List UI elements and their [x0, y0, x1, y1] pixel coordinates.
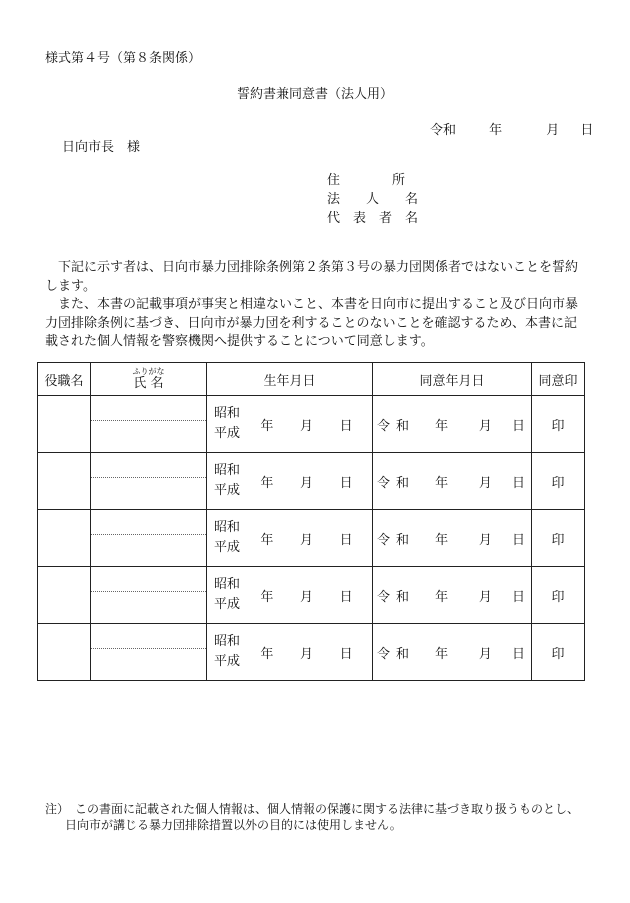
era-showa: 昭和 — [213, 463, 240, 478]
birth-month: 月 — [299, 589, 313, 605]
table-row — [38, 624, 585, 681]
seal-cell[interactable] — [532, 453, 585, 510]
seal-cell[interactable] — [532, 396, 585, 453]
seal-mark: 印 — [551, 589, 565, 605]
addressee: 日向市長 様 — [62, 140, 141, 155]
name-cell[interactable] — [91, 567, 207, 624]
field-address[interactable]: 住 所 — [327, 173, 406, 188]
header-position: 役職名 — [38, 363, 91, 396]
seal-mark: 印 — [551, 418, 565, 434]
birth-year: 年 — [260, 589, 274, 605]
ruby-divider — [91, 477, 206, 478]
position-cell[interactable] — [38, 510, 91, 567]
birth-month: 月 — [299, 532, 313, 548]
agree-year: 年 — [435, 418, 449, 434]
agree-era: 令和 — [377, 646, 416, 662]
era-showa: 昭和 — [213, 634, 240, 649]
birth-year: 年 — [260, 475, 274, 491]
birth-month: 月 — [299, 475, 313, 491]
ruby-divider — [91, 591, 206, 592]
name-cell[interactable] — [91, 396, 207, 453]
header-name-ruby: ふりがな — [132, 367, 165, 376]
era-heisei: 平成 — [213, 540, 240, 555]
seal-mark: 印 — [551, 532, 565, 548]
name-cell[interactable] — [91, 453, 207, 510]
era-showa: 昭和 — [213, 406, 240, 421]
footnote-line-2: 日向市が講じる暴力団排除措置以外の目的には使用しません。 — [65, 818, 402, 832]
agree-month: 月 — [478, 646, 492, 662]
agree-date-cell[interactable] — [373, 396, 532, 453]
field-representative-name[interactable]: 代 表 者 名 — [327, 211, 419, 226]
date-line — [430, 119, 593, 138]
birthdate-cell[interactable] — [207, 510, 373, 567]
birth-day: 日 — [339, 475, 353, 491]
era-heisei: 平成 — [213, 426, 240, 441]
ruby-divider — [91, 648, 206, 649]
birth-year: 年 — [260, 532, 274, 548]
era-heisei: 平成 — [213, 654, 240, 669]
agree-era: 令和 — [377, 418, 416, 434]
header-seal: 同意印 — [532, 363, 585, 396]
position-cell[interactable] — [38, 453, 91, 510]
applicant-fields — [327, 171, 419, 228]
header-name-label: 氏 名 — [133, 376, 164, 391]
agree-day: 日 — [511, 646, 525, 662]
name-cell[interactable] — [91, 624, 207, 681]
date-era: 令和 — [430, 123, 457, 138]
pledge-paragraph-2: また、本書の記載事項が事実と相違ないこと、本書を日向市に提出すること及び日向市暴力団排除条例に基づき、日向市が暴力団を利することのないことを確認するため、本書に記載された個人情報を警察機関へ提供することについて同意します。 — [45, 297, 579, 349]
era-heisei: 平成 — [213, 597, 240, 612]
agree-year: 年 — [435, 475, 449, 491]
birth-year: 年 — [260, 646, 274, 662]
seal-mark: 印 — [551, 646, 565, 662]
date-day: 日 — [580, 123, 594, 138]
header-birthdate: 生年月日 — [207, 363, 373, 396]
seal-mark: 印 — [551, 475, 565, 491]
seal-cell[interactable] — [532, 567, 585, 624]
birth-day: 日 — [339, 589, 353, 605]
table-row — [38, 396, 585, 453]
signatory-table — [37, 362, 585, 681]
agree-day: 日 — [511, 532, 525, 548]
agree-date-cell[interactable] — [373, 510, 532, 567]
agree-day: 日 — [511, 589, 525, 605]
form-number: 様式第４号（第８条関係） — [45, 51, 202, 66]
field-corporation-name[interactable]: 法 人 名 — [327, 192, 419, 207]
agree-date-cell[interactable] — [373, 624, 532, 681]
birth-month: 月 — [299, 646, 313, 662]
agree-year: 年 — [435, 589, 449, 605]
agree-month: 月 — [478, 475, 492, 491]
agree-day: 日 — [511, 418, 525, 434]
era-heisei: 平成 — [213, 483, 240, 498]
agree-month: 月 — [478, 532, 492, 548]
date-year: 年 — [489, 123, 503, 138]
agree-date-cell[interactable] — [373, 567, 532, 624]
date-month: 月 — [546, 123, 560, 138]
era-showa: 昭和 — [213, 577, 240, 592]
footnote-line-1: 注） この書面に記載された個人情報は、個人情報の保護に関する法律に基づき取り扱うものとし、 — [45, 802, 580, 816]
birthdate-cell[interactable] — [207, 396, 373, 453]
birth-month: 月 — [299, 418, 313, 434]
footnote — [45, 801, 579, 833]
position-cell[interactable] — [38, 567, 91, 624]
table-row — [38, 453, 585, 510]
name-cell[interactable] — [91, 510, 207, 567]
birthdate-cell[interactable] — [207, 624, 373, 681]
agree-era: 令和 — [377, 532, 416, 548]
ruby-divider — [91, 534, 206, 535]
pledge-text — [45, 259, 585, 352]
birth-day: 日 — [339, 646, 353, 662]
seal-cell[interactable] — [532, 624, 585, 681]
agree-era: 令和 — [377, 475, 416, 491]
position-cell[interactable] — [38, 624, 91, 681]
birth-day: 日 — [339, 418, 353, 434]
pledge-paragraph-1: 下記に示す者は、日向市暴力団排除条例第２条第３号の暴力団関係者ではないことを誓約します。 — [45, 260, 579, 294]
era-showa: 昭和 — [213, 520, 240, 535]
ruby-divider — [91, 420, 206, 421]
birth-year: 年 — [260, 418, 274, 434]
agree-date-cell[interactable] — [373, 453, 532, 510]
page-title: 誓約書兼同意書（法人用） — [236, 87, 393, 102]
table-row — [38, 510, 585, 567]
table-row — [38, 567, 585, 624]
header-name — [91, 363, 207, 396]
agree-year: 年 — [435, 646, 449, 662]
header-agree-date: 同意年月日 — [373, 363, 532, 396]
position-cell[interactable] — [38, 396, 91, 453]
seal-cell[interactable] — [532, 510, 585, 567]
birthdate-cell[interactable] — [207, 567, 373, 624]
agree-month: 月 — [478, 589, 492, 605]
agree-era: 令和 — [377, 589, 416, 605]
agree-year: 年 — [435, 532, 449, 548]
agree-day: 日 — [511, 475, 525, 491]
birthdate-cell[interactable] — [207, 453, 373, 510]
birth-day: 日 — [339, 532, 353, 548]
agree-month: 月 — [478, 418, 492, 434]
